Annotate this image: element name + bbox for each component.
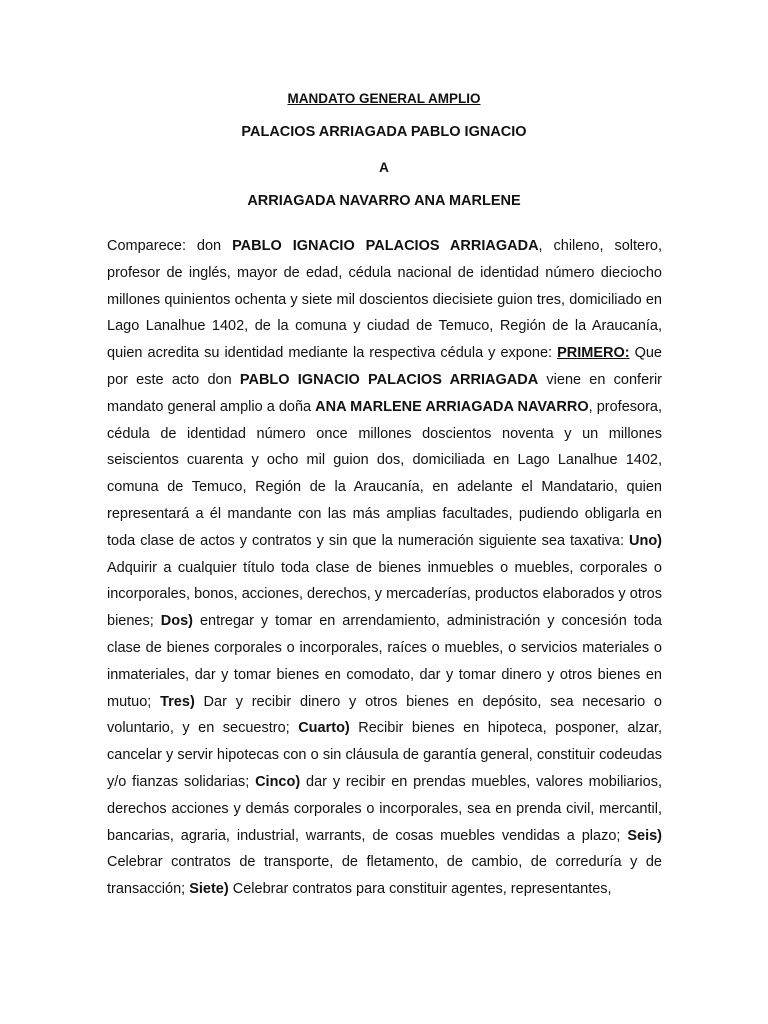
item-label-seis: Seis) <box>627 827 662 844</box>
body-text: entregar y tomar en arrendamiento, administración y concesión toda clase de bienes corporales o incorporales, raíces o muebles, o servicios materiales o inmateriales, dar y tomar bienes en comodato, dar y tomar dinero y otros bienes en mutuo; <box>107 613 662 710</box>
connector-heading: A <box>379 160 389 175</box>
item-label-cinco: Cinco) <box>255 773 301 790</box>
body-paragraph <box>107 233 662 903</box>
grantor-name: PABLO IGNACIO PALACIOS ARRIAGADA <box>239 371 539 388</box>
grantor-name: PABLO IGNACIO PALACIOS ARRIAGADA <box>232 238 539 254</box>
body-text: , chileno, soltero, profesor de inglés, mayor de edad, cédula nacional de identidad número dieciocho millones quinientos ochenta y siete mil doscientos diecisiete guion tres, domiciliado en Lago Lanalhue 1402, de la comuna y ciudad de Temuco, Región de la Araucanía, quien acredita su identidad mediante la respectiva cédula y expone: <box>107 238 662 362</box>
document-title: MANDATO GENERAL AMPLIO <box>287 91 481 106</box>
body-text: Adquirir a cualquier título toda clase de bienes inmuebles o muebles, corporales o incorporales, bonos, acciones, derechos, y mercaderías, productos elaborados y otros bienes; <box>107 559 662 630</box>
body-text: Comparece: don <box>107 238 233 254</box>
item-label-siete: Siete) <box>189 881 229 898</box>
body-text: Que por este acto don <box>107 345 662 388</box>
grantee-heading: ARRIAGADA NAVARRO ANA MARLENE <box>247 193 521 209</box>
body-text: viene en conferir mandato general amplio a doña <box>107 371 663 415</box>
item-label-uno: Uno) <box>628 532 662 549</box>
body-text: Recibir bienes en hipoteca, posponer, alzar, cancelar y servir hipotecas con o sin cláusula de garantía general, constituir codeudas y/o fianzas solidarias; <box>107 720 662 790</box>
grantee-name: ANA MARLENE ARRIAGADA NAVARRO <box>315 398 589 415</box>
item-label-tres: Tres) <box>160 693 195 710</box>
clause-primero-label: PRIMERO: <box>557 345 630 362</box>
body-text: Celebrar contratos para constituir agentes, representantes, <box>228 881 612 898</box>
item-label-cuarto: Cuarto) <box>298 720 350 737</box>
item-label-dos: Dos) <box>160 613 193 630</box>
body-text: dar y recibir en prendas muebles, valores mobiliarios, derechos acciones y demás corporales o incorporales, sea en prenda civil, mercantil, bancarias, agraria, industrial, warrants, de cosas muebles vendidas a plazo; <box>107 773 662 844</box>
body-text: , profesora, cédula de identidad número once millones doscientos noventa y un millones seiscientos cuarenta y ocho mil guion dos, domiciliada en Lago Lanalhue 1402, comuna de Temuco, Región de la Araucanía, en adelante el Mandatario, quien representará a él mandante con las más amplias facultades, pudiendo obligarla en toda clase de actos y contratos y sin que la numeración siguiente sea taxativa: <box>107 398 663 549</box>
body-text: Dar y recibir dinero y otros bienes en depósito, sea necesario o voluntario, y en secuestro; <box>107 693 663 737</box>
grantor-heading: PALACIOS ARRIAGADA PABLO IGNACIO <box>241 124 527 140</box>
body-text: Celebrar contratos de transporte, de fletamento, de cambio, de correduría y de transacción; <box>107 854 662 898</box>
